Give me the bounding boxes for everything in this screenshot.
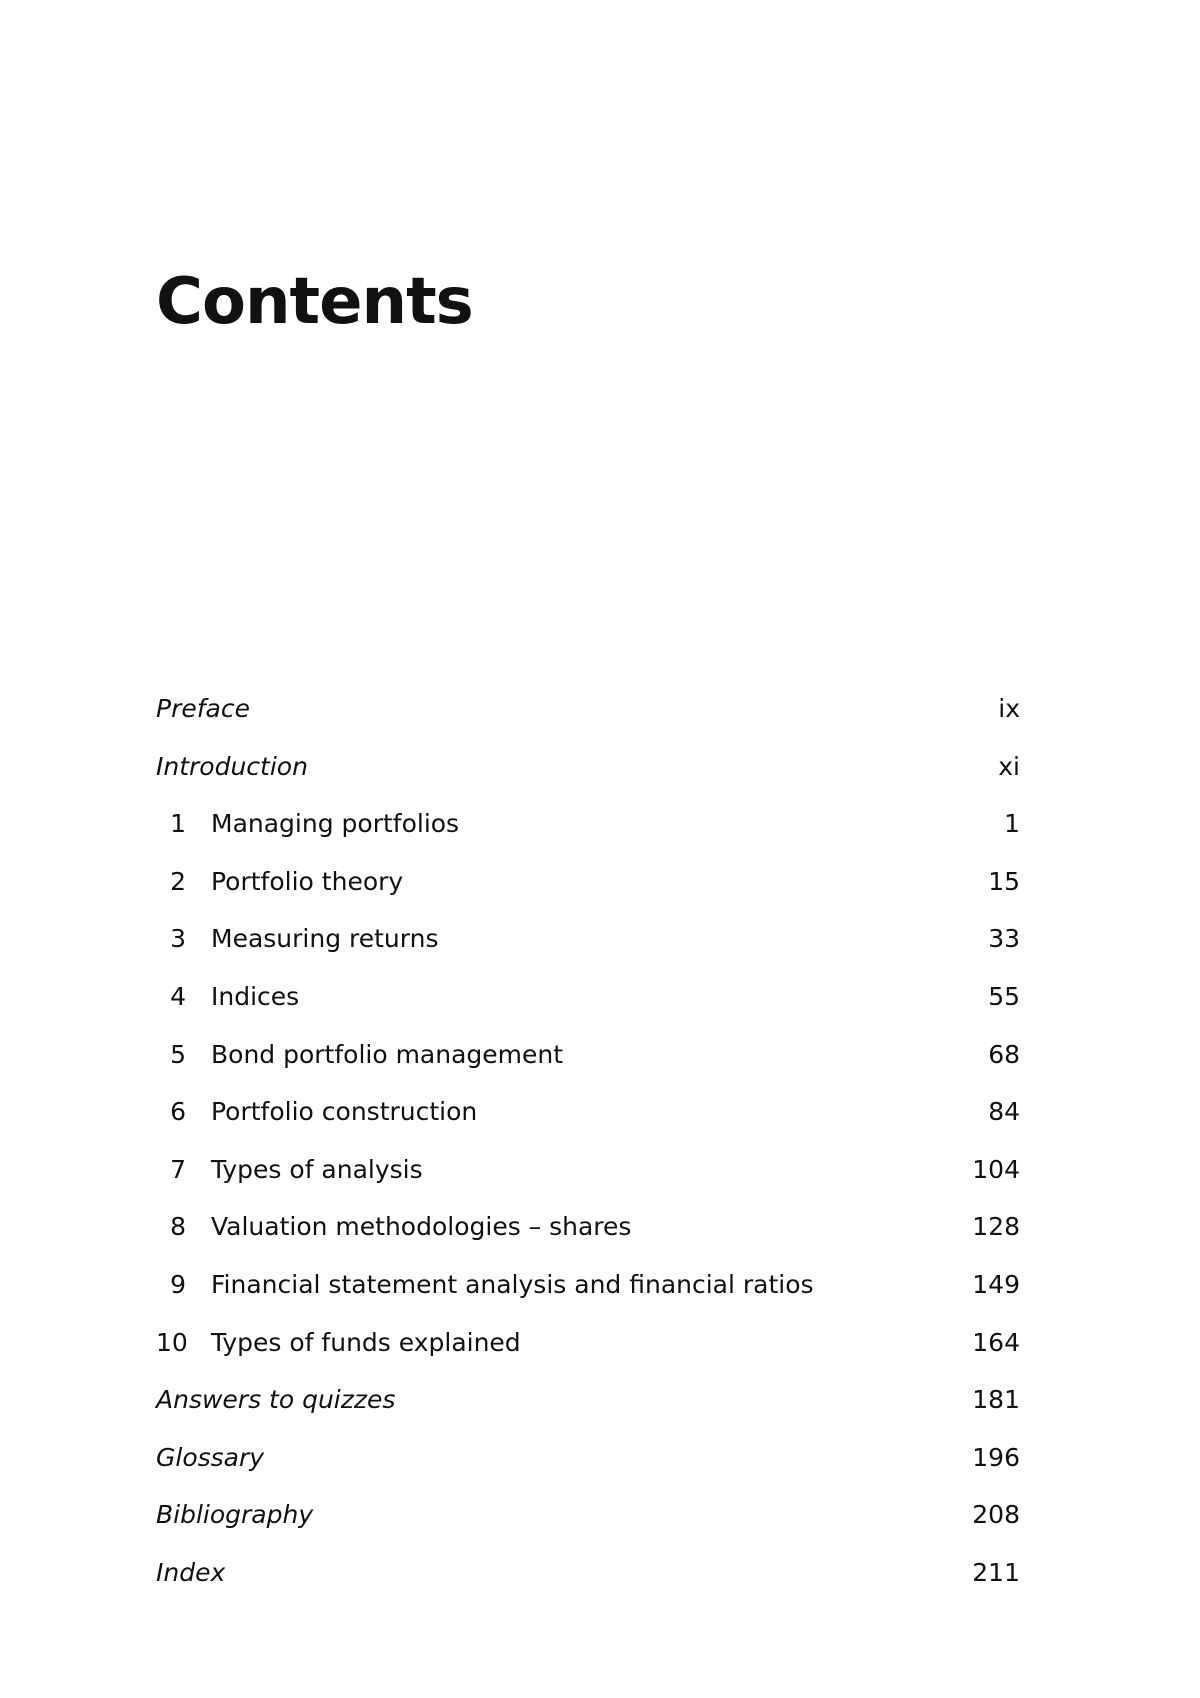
toc-entry-page: 208 — [972, 1500, 1020, 1530]
page-title: Contents — [156, 265, 473, 339]
toc-entry-label: Measuring returns — [211, 924, 439, 954]
toc-entry-glossary[interactable] — [156, 1429, 1020, 1487]
toc-entry-chapter-9[interactable] — [156, 1256, 1020, 1314]
toc-entry-label: Types of funds explained — [211, 1327, 521, 1357]
toc-entry-page: 149 — [972, 1269, 1020, 1299]
chapter-number: 4 — [170, 981, 186, 1011]
toc-entry-page: 15 — [988, 866, 1020, 896]
toc-entry-chapter-6[interactable] — [156, 1083, 1020, 1141]
chapter-number: 9 — [170, 1269, 186, 1299]
toc-entry-label: Answers to quizzes — [156, 1385, 396, 1415]
chapter-number: 5 — [170, 1039, 186, 1069]
toc-entry-page: 196 — [972, 1442, 1020, 1472]
chapter-number: 7 — [170, 1154, 186, 1184]
toc-entry-page: 68 — [988, 1039, 1020, 1069]
toc-entry-index[interactable] — [156, 1544, 1020, 1602]
toc-entry-page: 181 — [972, 1385, 1020, 1415]
toc-entry-chapter-3[interactable] — [156, 910, 1020, 968]
chapter-number: 1 — [170, 809, 186, 839]
toc-entry-chapter-4[interactable] — [156, 968, 1020, 1026]
toc-entry-label: Preface — [156, 694, 250, 723]
toc-entry-label: Indices — [211, 981, 300, 1011]
toc-entry-page: 84 — [988, 1097, 1020, 1127]
toc-entry-label: Bond portfolio management — [211, 1039, 564, 1069]
toc-entry-chapter-8[interactable] — [156, 1198, 1020, 1256]
toc-entry-chapter-10[interactable] — [156, 1314, 1020, 1372]
toc-entry-chapter-1[interactable] — [156, 795, 1020, 853]
toc-entry-page: 211 — [972, 1557, 1020, 1587]
chapter-number: 3 — [170, 924, 186, 954]
toc-entry-page: 164 — [972, 1327, 1020, 1357]
toc-entry-label: Portfolio theory — [211, 866, 404, 896]
toc-entry-page: xi — [998, 751, 1020, 781]
toc-entry-label: Portfolio construction — [211, 1097, 478, 1127]
toc-entry-answers-to-quizzes[interactable] — [156, 1371, 1020, 1429]
toc-entry-label: Valuation methodologies – shares — [211, 1212, 632, 1242]
toc-entry-label: Financial statement analysis and financial ratios — [211, 1269, 814, 1299]
table-of-contents — [156, 680, 1020, 1602]
toc-entry-page: ix — [998, 694, 1020, 723]
toc-entry-label: Types of analysis — [211, 1154, 423, 1184]
toc-entry-page: 55 — [988, 981, 1020, 1011]
toc-entry-preface[interactable] — [156, 680, 1020, 738]
toc-entry-page: 128 — [972, 1212, 1020, 1242]
toc-entry-label: Introduction — [156, 751, 308, 781]
chapter-number: 10 — [156, 1327, 188, 1357]
chapter-number: 8 — [170, 1212, 186, 1242]
toc-entry-introduction[interactable] — [156, 738, 1020, 796]
toc-entry-label: Bibliography — [156, 1500, 314, 1530]
toc-entry-chapter-2[interactable] — [156, 853, 1020, 911]
toc-entry-page: 1 — [1004, 809, 1020, 839]
toc-entry-page: 33 — [988, 924, 1020, 954]
chapter-number: 2 — [170, 866, 186, 896]
toc-entry-page: 104 — [972, 1154, 1020, 1184]
toc-entry-bibliography[interactable] — [156, 1486, 1020, 1544]
toc-entry-label: Index — [156, 1557, 226, 1587]
toc-entry-label: Managing portfolios — [211, 809, 460, 839]
toc-entry-chapter-7[interactable] — [156, 1141, 1020, 1199]
toc-entry-label: Glossary — [156, 1442, 265, 1472]
toc-entry-chapter-5[interactable] — [156, 1026, 1020, 1084]
chapter-number: 6 — [170, 1097, 186, 1127]
